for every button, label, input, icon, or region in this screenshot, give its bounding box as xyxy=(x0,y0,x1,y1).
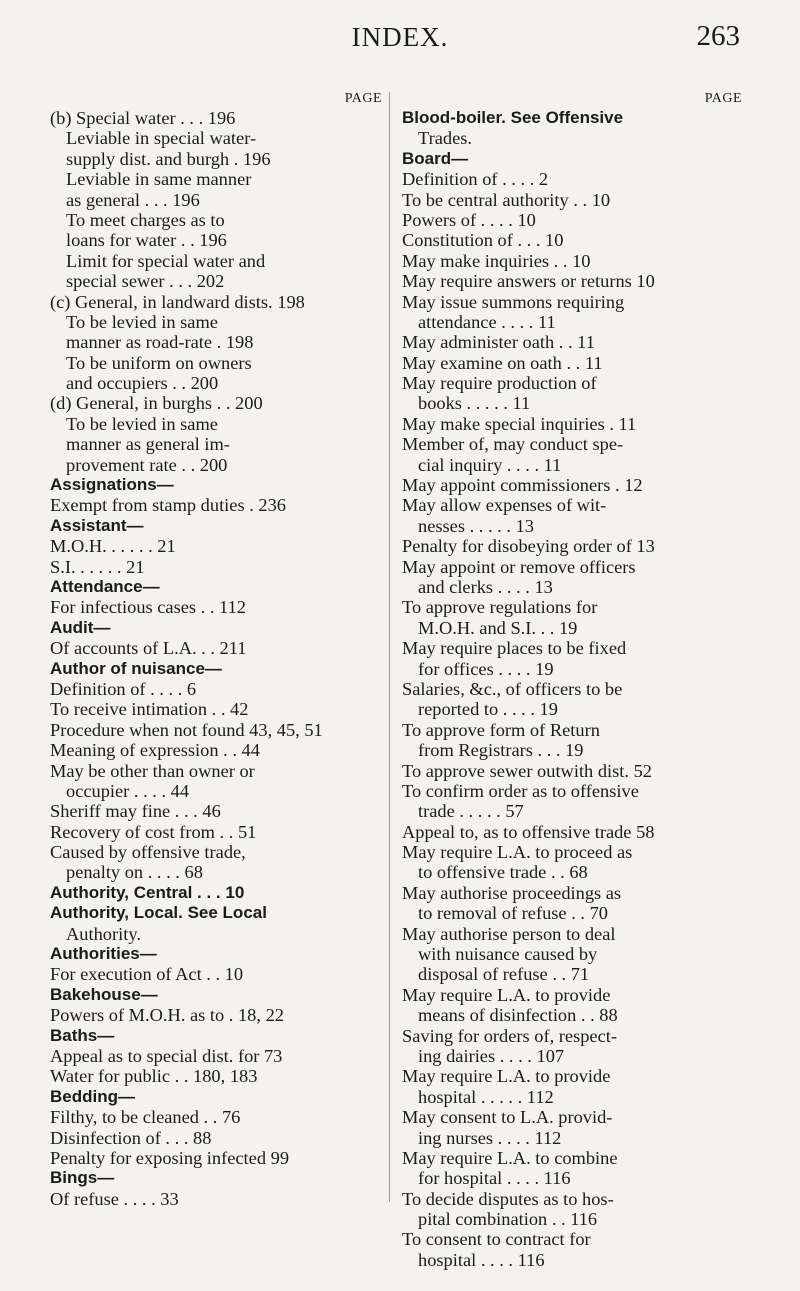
index-entry xyxy=(50,1128,382,1148)
entry-text: For execution of Act . . 10 xyxy=(50,964,244,985)
index-entry xyxy=(402,536,742,556)
entry-text: Limit for special water and xyxy=(66,250,266,271)
entry-text: To consent to contract for xyxy=(402,1229,591,1250)
entry-text: Penalty for disobeying order of 13 xyxy=(402,536,655,557)
entry-text: May require L.A. to provide xyxy=(402,1066,611,1087)
column-divider xyxy=(389,92,390,1202)
entry-text: Saving for orders of, respect- xyxy=(402,1025,617,1046)
entry-text: Of accounts of L.A. . . 211 xyxy=(50,638,247,659)
index-heading xyxy=(50,1168,382,1188)
left-column xyxy=(50,90,382,1209)
entry-text: occupier . . . . 44 xyxy=(66,780,190,801)
entry-text: Board— xyxy=(402,148,469,168)
entry-text: manner as road-rate . 198 xyxy=(66,332,254,353)
entry-text: To receive intimation . . 42 xyxy=(50,699,249,720)
index-entry xyxy=(402,699,742,719)
index-entry xyxy=(402,740,742,760)
entry-text: Disinfection of . . . 88 xyxy=(50,1127,212,1148)
entry-text: supply dist. and burgh . 196 xyxy=(66,148,271,169)
entry-text: May appoint commissioners . 12 xyxy=(402,475,643,496)
index-entry xyxy=(50,679,382,699)
index-entry xyxy=(50,1046,382,1066)
index-entry xyxy=(402,842,742,862)
entry-text: to removal of refuse . . 70 xyxy=(418,903,608,924)
entry-text: (c) General, in landward dists. 198 xyxy=(50,291,305,312)
index-entry xyxy=(50,862,382,882)
index-entry xyxy=(50,128,382,148)
index-entry xyxy=(50,495,382,515)
entry-text: (b) Special water . . . 196 xyxy=(50,108,236,128)
index-entry xyxy=(402,1168,742,1188)
entry-text: manner as general im- xyxy=(66,434,230,455)
entry-text: ing dairies . . . . 107 xyxy=(418,1045,565,1066)
entry-text: S.I. . . . . . 21 xyxy=(50,556,145,577)
entry-text: Appeal to, as to offensive trade 58 xyxy=(402,821,655,842)
index-heading xyxy=(50,659,382,679)
running-title: INDEX. xyxy=(351,22,449,52)
entry-text: To decide disputes as to hos- xyxy=(402,1188,614,1209)
index-entry xyxy=(402,597,742,617)
index-entry xyxy=(50,190,382,210)
entry-text: M.O.H. . . . . . 21 xyxy=(50,536,176,557)
index-entry xyxy=(50,781,382,801)
index-entry xyxy=(402,1229,742,1249)
entry-text: May be other than owner or xyxy=(50,760,255,781)
index-entry xyxy=(402,577,742,597)
entry-text: Member of, may conduct spe- xyxy=(402,434,624,455)
index-heading xyxy=(50,618,382,638)
page-column-label: PAGE xyxy=(344,91,382,106)
index-entry xyxy=(50,373,382,393)
index-entry xyxy=(402,1026,742,1046)
entry-text: Authority, Local. See Local xyxy=(50,903,267,923)
entry-text: and occupiers . . 200 xyxy=(66,373,219,394)
entry-text: Powers of . . . . 10 xyxy=(402,209,536,230)
entry-text: trade . . . . . 57 xyxy=(418,801,524,822)
index-entry xyxy=(402,924,742,944)
index-entry xyxy=(50,964,382,984)
index-list-right xyxy=(402,108,742,1270)
entry-text: To be central authority . . 10 xyxy=(402,189,611,210)
entry-text: means of disinfection . . 88 xyxy=(418,1005,618,1026)
entry-text: Authority, Central . . . 10 xyxy=(50,882,245,902)
index-entry xyxy=(50,597,382,617)
entry-text: May make special inquiries . 11 xyxy=(402,413,637,434)
index-entry xyxy=(50,271,382,291)
entry-text: Filthy, to be cleaned . . 76 xyxy=(50,1107,241,1128)
index-entry xyxy=(402,353,742,373)
entry-text: May issue summons requiring xyxy=(402,291,625,312)
entry-text: Authority. xyxy=(66,923,141,944)
index-entry xyxy=(402,761,742,781)
entry-text: Definition of . . . . 2 xyxy=(402,169,549,190)
entry-text: Definition of . . . . 6 xyxy=(50,678,197,699)
entry-text: To meet charges as to xyxy=(66,209,225,230)
index-entry xyxy=(402,1046,742,1066)
entry-text: Procedure when not found 43, 45, 51 xyxy=(50,719,323,740)
entry-text: provement rate . . 200 xyxy=(66,454,228,475)
index-entry xyxy=(50,638,382,658)
index-entry xyxy=(402,944,742,964)
index-entry xyxy=(402,1066,742,1086)
index-entry xyxy=(50,108,382,128)
entry-text: May authorise proceedings as xyxy=(402,882,622,903)
index-entry xyxy=(50,353,382,373)
entry-text: with nuisance caused by xyxy=(418,944,598,965)
entry-text: reported to . . . . 19 xyxy=(418,699,558,720)
index-entry xyxy=(50,536,382,556)
entry-text: hospital . . . . 116 xyxy=(418,1249,545,1270)
entry-text: as general . . . 196 xyxy=(66,189,200,210)
index-entry xyxy=(402,210,742,230)
index-entry xyxy=(402,903,742,923)
index-heading xyxy=(50,985,382,1005)
index-entry xyxy=(402,720,742,740)
index-entry xyxy=(402,883,742,903)
entry-text: May require answers or returns 10 xyxy=(402,271,655,292)
entry-text: M.O.H. and S.I. . . 19 xyxy=(418,617,578,638)
entry-text: for hospital . . . . 116 xyxy=(418,1168,571,1189)
index-entry xyxy=(50,149,382,169)
index-entry xyxy=(402,495,742,515)
entry-text: Of refuse . . . . 33 xyxy=(50,1188,179,1209)
index-entry xyxy=(402,822,742,842)
index-entry xyxy=(402,271,742,291)
entry-text: May require L.A. to combine xyxy=(402,1147,618,1168)
entry-text: Assistant— xyxy=(50,515,144,535)
index-entry xyxy=(402,1087,742,1107)
index-entry xyxy=(402,230,742,250)
index-entry xyxy=(402,659,742,679)
entry-text: To approve regulations for xyxy=(402,597,598,618)
entry-text: Constitution of . . . 10 xyxy=(402,230,564,251)
entry-text: and clerks . . . . 13 xyxy=(418,576,553,597)
entry-text: books . . . . . 11 xyxy=(418,393,531,414)
entry-text: May administer oath . . 11 xyxy=(402,332,595,353)
entry-text: May make inquiries . . 10 xyxy=(402,250,591,271)
index-entry xyxy=(402,414,742,434)
index-entry xyxy=(402,332,742,352)
index-list-left xyxy=(50,108,382,1209)
index-entry xyxy=(402,618,742,638)
index-entry xyxy=(402,1250,742,1270)
index-entry xyxy=(50,924,382,944)
index-entry xyxy=(402,1209,742,1229)
index-heading xyxy=(50,883,382,903)
entry-text: May examine on oath . . 11 xyxy=(402,352,603,373)
entry-text: Assignations— xyxy=(50,475,174,495)
index-entry xyxy=(402,964,742,984)
entry-text: to offensive trade . . 68 xyxy=(418,862,588,883)
index-entry xyxy=(402,1128,742,1148)
index-entry xyxy=(402,1148,742,1168)
index-entry xyxy=(50,230,382,250)
index-entry xyxy=(50,414,382,434)
index-entry xyxy=(402,169,742,189)
index-entry xyxy=(402,557,742,577)
index-entry xyxy=(402,862,742,882)
index-entry xyxy=(402,434,742,454)
index-heading xyxy=(402,108,742,128)
page-number: 263 xyxy=(696,20,740,52)
entry-text: Recovery of cost from . . 51 xyxy=(50,821,257,842)
index-heading xyxy=(50,577,382,597)
index-heading xyxy=(50,516,382,536)
index-entry xyxy=(402,781,742,801)
entry-text: May consent to L.A. provid- xyxy=(402,1107,613,1128)
index-entry xyxy=(50,292,382,312)
index-entry xyxy=(50,842,382,862)
page-column-label: PAGE xyxy=(704,91,742,106)
entry-text: attendance . . . . 11 xyxy=(418,311,556,332)
entry-text: Trades. xyxy=(418,128,472,149)
entry-text: hospital . . . . . 112 xyxy=(418,1086,554,1107)
index-entry xyxy=(402,679,742,699)
index-entry xyxy=(50,1107,382,1127)
index-entry xyxy=(50,1148,382,1168)
index-entry xyxy=(402,128,742,148)
entry-text: To confirm order as to offensive xyxy=(402,780,639,801)
index-heading xyxy=(50,475,382,495)
index-entry xyxy=(50,251,382,271)
entry-text: Exempt from stamp duties . 236 xyxy=(50,495,286,516)
index-entry xyxy=(50,720,382,740)
entry-text: Bedding— xyxy=(50,1086,135,1106)
index-entry xyxy=(402,1189,742,1209)
entry-text: for offices . . . . 19 xyxy=(418,658,554,679)
entry-text: loans for water . . 196 xyxy=(66,230,227,251)
entry-text: Powers of M.O.H. as to . 18, 22 xyxy=(50,1005,284,1026)
entry-text: Bakehouse— xyxy=(50,984,158,1004)
index-entry xyxy=(50,393,382,413)
index-heading xyxy=(50,903,382,923)
entry-text: disposal of refuse . . 71 xyxy=(418,964,590,985)
index-entry xyxy=(402,638,742,658)
entry-text: May appoint or remove officers xyxy=(402,556,636,577)
index-entry xyxy=(50,210,382,230)
index-entry xyxy=(50,169,382,189)
entry-text: May authorise person to deal xyxy=(402,923,616,944)
index-entry xyxy=(402,516,742,536)
index-entry xyxy=(50,822,382,842)
entry-text: May require L.A. to provide xyxy=(402,984,611,1005)
entry-text: Sheriff may fine . . . 46 xyxy=(50,801,221,822)
entry-text: Water for public . . 180, 183 xyxy=(50,1066,258,1087)
entry-text: May require L.A. to proceed as xyxy=(402,842,633,863)
entry-text: Meaning of expression . . 44 xyxy=(50,740,260,761)
index-entry xyxy=(50,557,382,577)
entry-text: (d) General, in burghs . . 200 xyxy=(50,393,263,414)
index-entry xyxy=(50,434,382,454)
entry-text: May allow expenses of wit- xyxy=(402,495,607,516)
entry-text: pital combination . . 116 xyxy=(418,1209,598,1230)
entry-text: Caused by offensive trade, xyxy=(50,842,246,863)
entry-text: Baths— xyxy=(50,1025,115,1045)
entry-text: cial inquiry . . . . 11 xyxy=(418,454,562,475)
entry-text: To approve sewer outwith dist. 52 xyxy=(402,760,653,781)
entry-text: special sewer . . . 202 xyxy=(66,271,225,292)
index-heading xyxy=(50,1087,382,1107)
entry-text: For infectious cases . . 112 xyxy=(50,597,246,618)
entry-text: Authorities— xyxy=(50,944,157,964)
entry-text: penalty on . . . . 68 xyxy=(66,862,203,883)
entry-text: ing nurses . . . . 112 xyxy=(418,1127,562,1148)
entry-text: May require places to be fixed xyxy=(402,638,627,659)
index-entry xyxy=(402,455,742,475)
index-entry xyxy=(50,312,382,332)
index-entry xyxy=(50,1005,382,1025)
index-heading xyxy=(50,944,382,964)
entry-text: Attendance— xyxy=(50,576,160,596)
index-entry xyxy=(50,801,382,821)
entry-text: Leviable in special water- xyxy=(66,128,257,149)
entry-text: To be uniform on owners xyxy=(66,352,252,373)
entry-text: Blood-boiler. See Offensive xyxy=(402,108,624,127)
index-entry xyxy=(402,801,742,821)
index-entry xyxy=(402,475,742,495)
index-entry xyxy=(50,1189,382,1209)
entry-text: To be levied in same xyxy=(66,311,218,332)
entry-text: Penalty for exposing infected 99 xyxy=(50,1147,290,1168)
index-entry xyxy=(402,1107,742,1127)
entry-text: Author of nuisance— xyxy=(50,658,222,678)
index-entry xyxy=(50,740,382,760)
entry-text: Salaries, &c., of officers to be xyxy=(402,678,623,699)
entry-text: Audit— xyxy=(50,617,111,637)
entry-text: Bings— xyxy=(50,1168,115,1188)
entry-text: May require production of xyxy=(402,373,597,394)
index-entry xyxy=(402,985,742,1005)
entry-text: To approve form of Return xyxy=(402,719,600,740)
index-entry xyxy=(402,393,742,413)
entry-text: Appeal as to special dist. for 73 xyxy=(50,1045,283,1066)
index-entry xyxy=(50,455,382,475)
index-entry xyxy=(50,1066,382,1086)
index-heading xyxy=(402,149,742,169)
index-entry xyxy=(402,312,742,332)
index-entry xyxy=(402,373,742,393)
index-entry xyxy=(50,332,382,352)
page-header xyxy=(0,22,800,62)
index-entry xyxy=(402,292,742,312)
entry-text: nesses . . . . . 13 xyxy=(418,515,534,536)
right-column xyxy=(402,90,742,1270)
entry-text: To be levied in same xyxy=(66,413,218,434)
entry-text: from Registrars . . . 19 xyxy=(418,740,584,761)
index-heading xyxy=(50,1026,382,1046)
index-entry xyxy=(50,761,382,781)
index-entry xyxy=(50,699,382,719)
index-entry xyxy=(402,251,742,271)
index-entry xyxy=(402,190,742,210)
entry-text: Leviable in same manner xyxy=(66,169,252,190)
index-entry xyxy=(402,1005,742,1025)
